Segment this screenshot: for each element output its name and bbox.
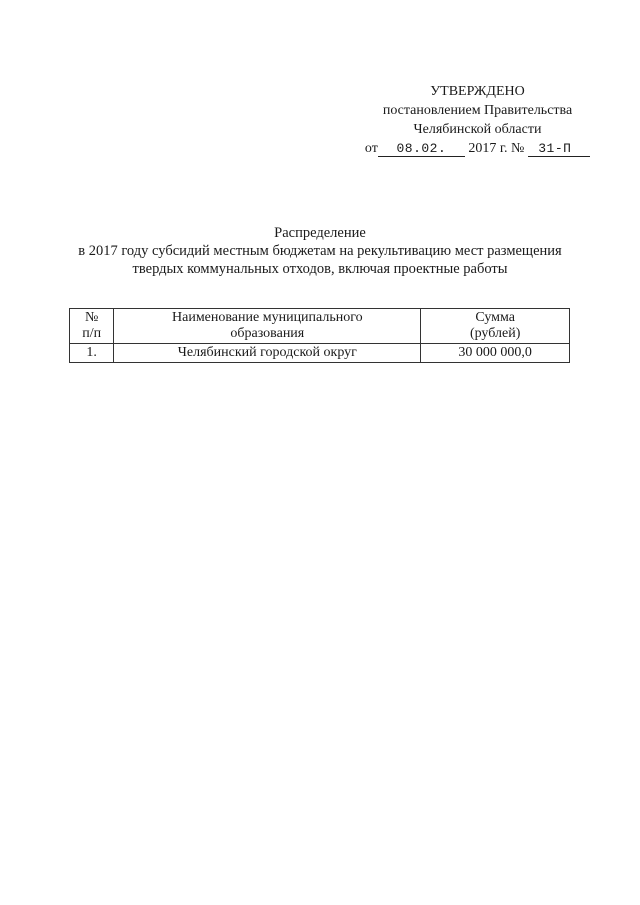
distribution-title: Распределение	[274, 225, 366, 241]
header-num: № п/п	[70, 309, 114, 344]
approval-date-prefix: от	[364, 141, 378, 156]
approval-region: Челябинской области	[413, 122, 542, 137]
approval-stamp	[355, 82, 600, 158]
row-municipality: Челябинский городской округ	[114, 344, 421, 363]
table-header-row	[70, 309, 570, 344]
approval-date-value: 08.02.	[378, 141, 465, 157]
approval-title: УТВЕРЖДЕНО	[430, 84, 525, 99]
distribution-subtitle-2: твердых коммунальных отходов, включая проектные работы	[132, 261, 508, 277]
distribution-heading	[40, 224, 600, 278]
distribution-subtitle-1: в 2017 году субсидий местным бюджетам на рекультивацию мест размещения	[78, 243, 562, 259]
row-num: 1.	[70, 344, 114, 363]
approval-year: 2017 г. №	[468, 141, 525, 156]
table-row	[70, 344, 570, 363]
approval-date-line	[355, 139, 600, 158]
approval-number: 31-П	[528, 141, 590, 157]
header-sum: Сумма (рублей)	[421, 309, 570, 344]
header-municipality: Наименование муниципального образования	[114, 309, 421, 344]
approval-issuer: постановлением Правительства	[382, 103, 573, 118]
distribution-table	[69, 308, 570, 363]
row-sum: 30 000 000,0	[421, 344, 570, 363]
